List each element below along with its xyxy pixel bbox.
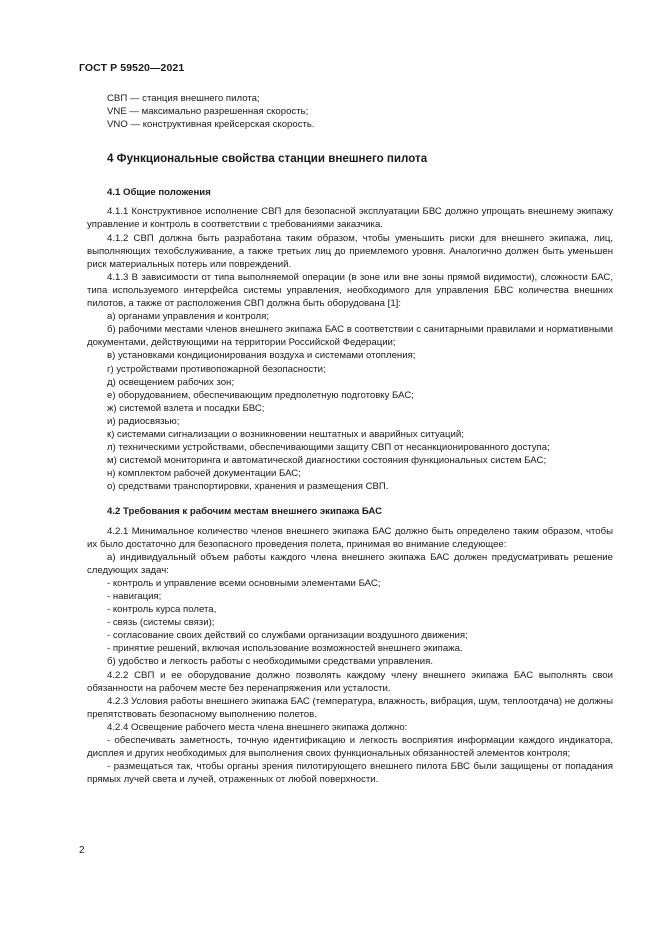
task-list-item: - контроль курса полета, <box>107 604 217 616</box>
paragraph-4-2-1-b: б) удобство и легкость работы с необходимыми средствами управления. <box>107 656 434 668</box>
equipment-list-item: б) рабочими местами членов внешнего экипажа БАС в соответствии с санитарными правилами и нормативными документами, действующими на территории Российской Федерации; <box>87 324 613 349</box>
equipment-list-item: м) системой мониторинга и автоматической диагностики состояния функциональных систем БАС; <box>107 455 547 467</box>
equipment-list-item: д) освещением рабочих зон; <box>107 376 234 388</box>
section-4-1-heading: 4.1 Общие положения <box>107 187 211 199</box>
task-list-item: - навигация; <box>107 591 162 602</box>
equipment-list-item: г) устройствами противопожарной безопасности; <box>107 363 326 375</box>
abbreviation-item: СВП — станция внешнего пилота; <box>107 93 260 104</box>
equipment-list-item: и) радиосвязью; <box>107 415 180 427</box>
task-list-item: - согласование своих действий со службами организации воздушного движения; <box>107 630 468 642</box>
equipment-list-item: о) средствами транспортировки, хранения и размещения СВП. <box>107 481 389 493</box>
paragraph-4-1-2: 4.1.2 СВП должна быть разработана таким образом, чтобы уменьшить риски для внешнего экипажа, лиц, выполняющих техобслуживание, а также третьих лиц до приемлемого уровня. Аналогично должен быть уменьшен риск материальных потерь или повреждений. <box>87 232 613 270</box>
paragraph-4-1-1: 4.1.1 Конструктивное исполнение СВП для безопасной эксплуатации БВС должно упрощать внешнему экипажу управление и контроль в соответствии с требованиями заказчика. <box>87 206 613 231</box>
abbreviation-item: VNE — максимально разрешенная скорость; <box>107 106 309 118</box>
equipment-list-item: е) оборудованием, обеспечивающим предполетную подготовку БАС; <box>107 389 414 401</box>
paragraph-4-1-3: 4.1.3 В зависимости от типа выполняемой операции (в зоне или вне зоны прямой видимости), сложности БАС, типа используемого интерфейса системы управления, необходимого для управления БВС количества внешних пилотов, а также от расположения СВП должна быть оборудована [1]: <box>87 271 613 310</box>
page-content <box>87 92 613 786</box>
abbreviation-item: VNO — конструктивная крейсерская скорость. <box>107 119 315 131</box>
task-list-item: - связь (системы связи); <box>107 617 215 629</box>
equipment-list-item: а) органами управления и контроля; <box>107 311 270 323</box>
task-list-item: - контроль и управление всеми основными элементами БАС; <box>107 577 381 589</box>
paragraph-4-2-2: 4.2.2 СВП и ее оборудование должно позволять каждому члену внешнего экипажа БАС выполнять свои обязанности на рабочем месте без перенапряжения или усталости. <box>87 669 613 694</box>
page-number: 2 <box>79 845 85 856</box>
standard-header: ГОСТ Р 59520—2021 <box>79 62 185 74</box>
equipment-list-item: в) установками кондиционирования воздуха и системами отопления; <box>107 350 416 362</box>
paragraph-4-2-1-a: а) индивидуальный объем работы каждого члена внешнего экипажа БАС должен предусматривать решение следующих задач: <box>87 551 613 576</box>
paragraph-4-2-4-second: - размещаться так, чтобы органы зрения пилотирующего внешнего пилота БВС были защищены от попадания прямых лучей света и лучей, отраженных от любой поверхности. <box>87 761 613 786</box>
section-4-heading: 4 Функциональные свойства станции внешнего пилота <box>107 152 428 166</box>
section-4-2-heading: 4.2 Требования к рабочим местам внешнего экипажа БАС <box>107 506 383 518</box>
paragraph-4-2-4: 4.2.4 Освещение рабочего места члена внешнего экипажа должно: <box>107 721 408 733</box>
paragraph-4-2-4-first: - обеспечивать заметность, точную идентификацию и легкость восприятия информации каждого индикатора, дисплея и других необходимых для выполнения своих функциональных обязанностей элементов контроля; <box>87 735 613 760</box>
equipment-list-item: ж) системой взлета и посадки БВС; <box>107 402 265 414</box>
equipment-list-item: н) комплектом рабочей документации БАС; <box>107 468 301 480</box>
equipment-list-item: л) техническими устройствами, обеспечивающими защиту СВП от несанкционированного доступа; <box>107 442 550 454</box>
paragraph-4-2-3: 4.2.3 Условия работы внешнего экипажа БАС (температура, влажность, вибрация, шум, теплоотдача) не должны препятствовать безопасному выполнению полетов. <box>87 695 613 720</box>
task-list-item: - принятие решений, включая использование возможностей внешнего экипажа. <box>107 643 463 655</box>
equipment-list-item: к) системами сигнализации о возникновении нештатных и аварийных ситуаций; <box>107 428 464 440</box>
paragraph-4-2-1: 4.2.1 Минимальное количество членов внешнего экипажа БАС должно быть определено таким образом, чтобы их было достаточно для безопасного проведения полета, принимая во внимание следующее: <box>87 525 613 550</box>
